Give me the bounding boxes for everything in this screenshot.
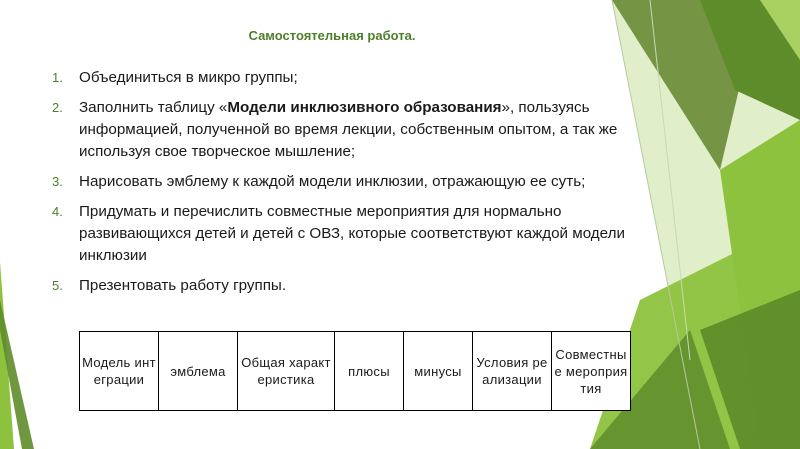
table-cell-model: Модель интеграции	[80, 332, 159, 411]
list-item-text: Нарисовать эмблему к каждой модели инклюзии, отражающую ее суть;	[79, 173, 586, 190]
list-item-text-after: », пользуясь информацией, полученной во время лекции, собственным опытом, а так же используя свое творческое мышление;	[79, 99, 618, 160]
table-cell-joint-events: Совместные мероприятия	[552, 332, 631, 411]
list-item	[52, 171, 672, 193]
table-cell-characteristic: Общая характеристика	[238, 332, 335, 411]
table-row	[80, 332, 631, 411]
list-item-number: 1.	[52, 70, 63, 85]
table-cell-cons: минусы	[404, 332, 473, 411]
list-item	[52, 275, 672, 297]
table-cell-conditions: Условия реализации	[473, 332, 552, 411]
list-item-number: 5.	[52, 278, 63, 293]
list-item-number: 2.	[52, 100, 63, 115]
task-list	[52, 67, 672, 305]
list-item-number: 4.	[52, 204, 63, 219]
table-cell-emblem: эмблема	[159, 332, 238, 411]
list-item-bold-text: Модели инклюзивного образования	[227, 99, 502, 116]
list-item	[52, 97, 672, 163]
list-item-number: 3.	[52, 174, 63, 189]
table-cell-pros: плюсы	[335, 332, 404, 411]
slide-title: Самостоятельная работа.	[248, 28, 416, 43]
list-item	[52, 67, 672, 89]
list-item	[52, 201, 672, 267]
list-item-text: Придумать и перечислить совместные мероприятия для нормально развивающихся детей и детей с ОВЗ, которые соответствуют каждой модели инклюзии	[79, 203, 625, 264]
list-item-text: Презентовать работу группы.	[79, 277, 287, 294]
list-item-text-before: Заполнить таблицу «	[79, 99, 228, 116]
models-table	[79, 331, 631, 411]
list-item-text: Объединиться в микро группы;	[79, 69, 298, 86]
